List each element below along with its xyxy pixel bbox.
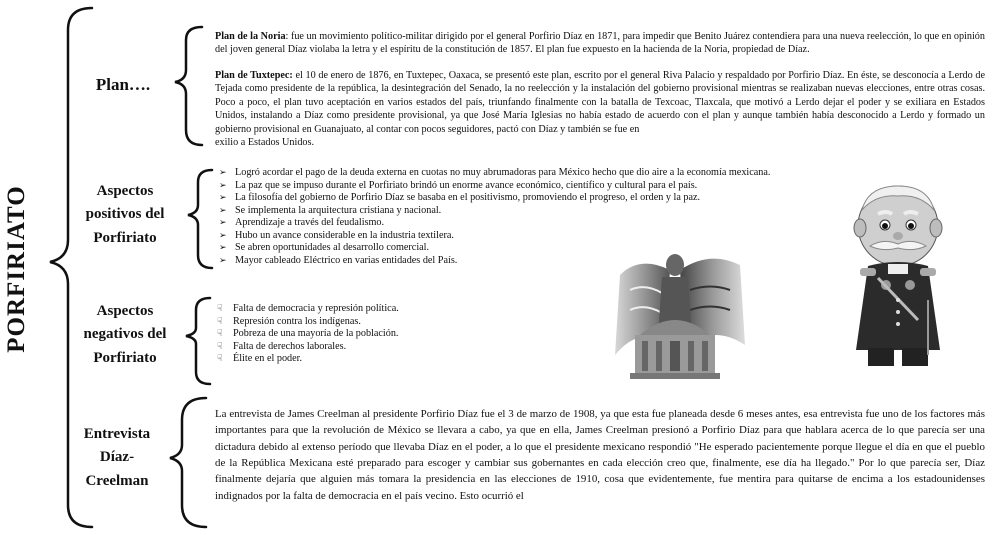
list-item: ➢ Se implementa la arquitectura cristiana y nacional. <box>219 204 442 216</box>
entrevista-paragraph: La entrevista de James Creelman al presidente Porfirio Díaz fue el 3 de marzo de 1908, ya que esta fue planeada desde 6 meses antes, esa entrevista fue uno de los factores más importantes para que la revolución de México se llevara a cabo, ya que en ella, James Creelman presionó a Porfirio Díaz para que hablara acerca de lo que parecía ser una dictadura debido al extenso período que llevaba Díaz en el poder, a lo que el presidente mexicano respondió "He esperado pacientemente porque llegue el día en que el pueblo de la República Mexicana esté preparado para escoger y cambiar sus gobernantes en cada elección creo que, finalmente, ese día ha llegado." Por lo que parecía ser, Díaz finalmente dejaría que alguien más tomara la presidencia en las elecciones de 1910, cosa que evidentemente, fue mentira para quitarse de encima a los estadounidenses indignados por la falta de democracia en el país vecino. Esto ocurrió el <box>215 408 985 502</box>
list-item: ➢ Mayor cableado Eléctrico en varias entidades del País. <box>219 254 458 266</box>
label-negativos <box>66 300 184 370</box>
arrow-bullet-icon: ➢ <box>219 229 227 240</box>
porfirio-diaz-cartoon-illustration <box>848 180 948 375</box>
brace-entrevista <box>170 398 206 527</box>
plan-noria-paragraph <box>215 30 985 57</box>
label-line: positivos del <box>85 206 165 223</box>
main-title: PORFIRIATO <box>3 185 30 353</box>
list-item: ➢ Aprendizaje a través del feudalismo. <box>219 217 385 229</box>
arrow-bullet-icon: ➢ <box>219 167 227 177</box>
label-line: negativos del <box>83 326 167 343</box>
list-item: ☟ Falta de derechos laborales. <box>217 340 347 352</box>
list-item: ☟ Pobreza de una mayoría de la población. <box>217 328 399 340</box>
hand-bullet-icon: ☟ <box>217 303 223 313</box>
plan-tuxtepec-tail: exilio a Estados Unidos. <box>215 137 315 149</box>
label-line: Díaz- <box>99 449 135 466</box>
hand-bullet-icon: ☟ <box>217 340 223 351</box>
label-line: Aspectos <box>96 183 154 199</box>
list-item: ➢ Hubo un avance considerable en la industria textilera. <box>219 229 454 241</box>
list-item: ☟ Falta de democracia y represión política. <box>217 303 399 314</box>
plan-noria-text: : fue un movimiento político-militar dirigido por el general Porfirio Díaz en 1871, para impedir que Benito Juárez contendiera para una nueva reelección, lo que en opinión del joven general Díaz violaba la letra y el espíritu de la constitución de 1857. El plan fue expuesto en la hacienda de la Noria, propiedad de Díaz. <box>215 31 985 56</box>
list-item: ☟ Represión contra los indígenas. <box>217 315 361 327</box>
negativos-list <box>215 303 399 366</box>
arrow-bullet-icon: ➢ <box>219 204 227 215</box>
plan-tuxtepec-text: el 10 de enero de 1876, en Tuxtepec, Oaxaca, se presentó este plan, escrito por el general Riva Palacio y respaldado por Porfirio Díaz. En éste, se desconocía a Lerdo de Tejada como presidente de la república, la desintegración del Senado, la no reelección y la instalación del gobierno provisional mientras se realizaban nuevas elecciones, entre otras cosas. Poco a poco, el plan tuvo aceptación en varios estados del país, triunfando finalmente con la batalla de Texcoac, Tlaxcala, que motivó a Lerdo dejar el poder y se exiliara en Estados Unidos, instalando a Díaz como presidente provisional, ya que José María Iglesias no había estado de acuerdo con el plan y aunque también había desconocido a Lerdo y formado un gobierno provisional en Guanajuato, al contar con pocos seguidores, pactó con Díaz y también se fue en <box>215 70 986 135</box>
arrow-bullet-icon: ➢ <box>219 192 227 203</box>
brace-negativos <box>186 298 210 384</box>
hand-bullet-icon: ☟ <box>217 353 223 364</box>
hand-bullet-icon: ☟ <box>217 315 223 326</box>
arrow-bullet-icon: ➢ <box>219 179 227 190</box>
list-item: ➢ La paz que se impuso durante el Porfiriato brindó un enorme avance económico, científico y cultural para el país. <box>219 179 698 191</box>
label-line: Aspectos <box>96 303 154 319</box>
list-item: ➢ Se abren oportunidades al desarrollo comercial. <box>219 242 430 254</box>
list-item: ➢ Logró acordar el pago de la deuda externa en cuotas no muy abrumadoras para México hecho que dio aire a la economía mexicana. <box>219 167 771 178</box>
label-plan: Plan…. <box>95 75 151 94</box>
arrow-bullet-icon: ➢ <box>219 242 227 253</box>
label-line: Entrevista <box>83 426 151 442</box>
list-item: ➢ La filosofía del gobierno de Porfirio Díaz se basaba en el positivismo, promoviendo el progreso, el orden y la paz. <box>219 192 701 204</box>
arrow-bullet-icon: ➢ <box>219 217 227 228</box>
hand-bullet-icon: ☟ <box>217 328 223 339</box>
label-positivos <box>66 180 184 250</box>
plan-tuxtepec-term: Plan de Tuxtepec: <box>215 70 293 81</box>
arrow-bullet-icon: ➢ <box>219 254 227 265</box>
label-line: Porfiriato <box>93 349 157 366</box>
plan-noria-term: Plan de la Noria <box>215 31 286 42</box>
brace-plan <box>175 27 202 145</box>
list-item: ☟ Élite en el poder. <box>217 353 303 365</box>
label-entrevista <box>74 423 160 493</box>
brace-positivos <box>188 170 212 268</box>
label-line: Porfiriato <box>93 229 157 246</box>
palacio-bellas-artes-illustration <box>600 235 750 385</box>
plan-tuxtepec-paragraph <box>215 69 985 150</box>
label-line: Creelman <box>85 472 149 489</box>
